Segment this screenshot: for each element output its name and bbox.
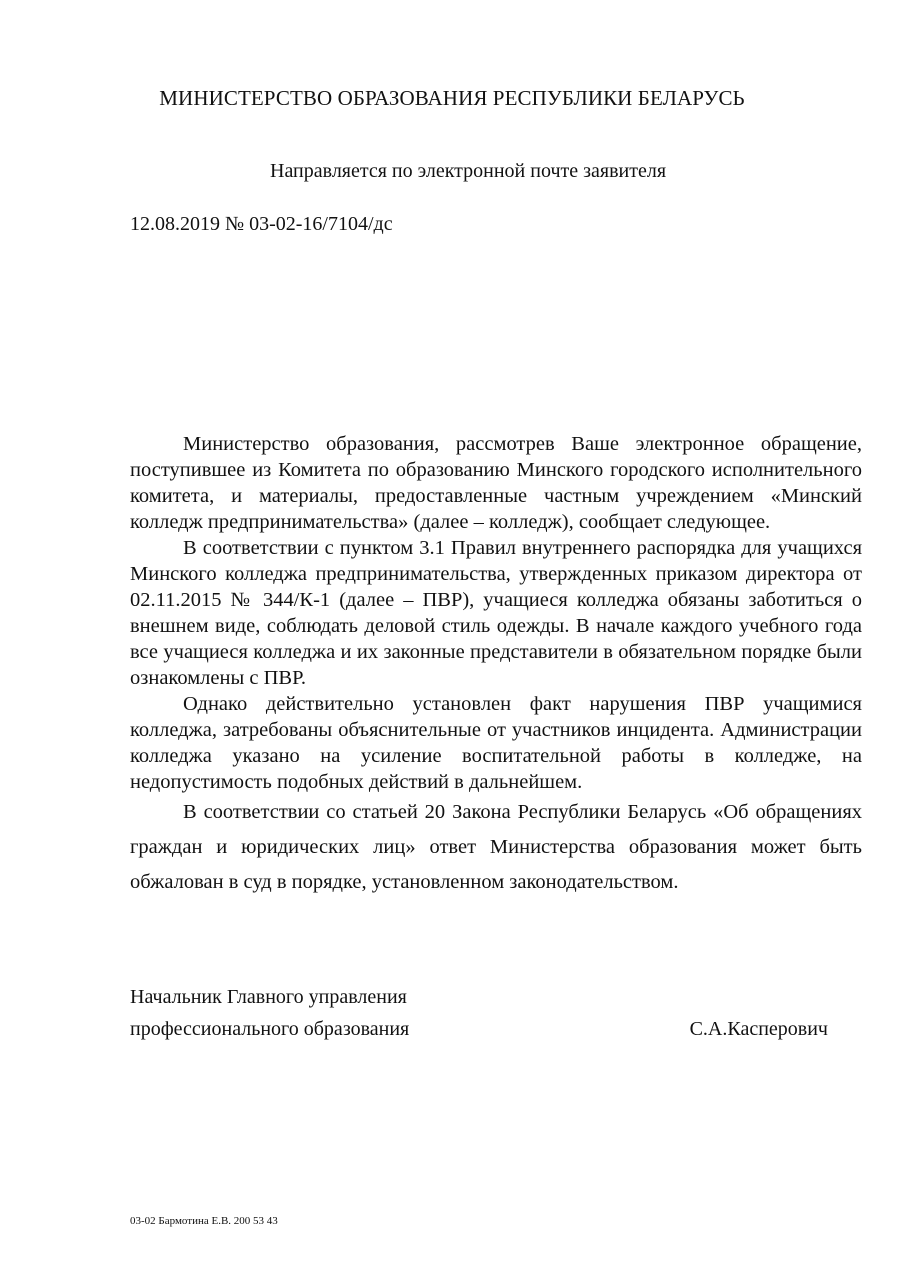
- signer-name: С.А.Касперович: [689, 1018, 828, 1040]
- paragraph-rules: В соответствии с пунктом 3.1 Правил внутреннего распорядка для учащихся Минского колледжа предпринимательства, утвержденных приказом директора от 02.11.2015 № 344/К-1 (далее – ПВР), учащиеся колледжа обязаны заботиться о внешнем виде, соблюдать деловой стиль одежды. В начале каждого учебного года все учащиеся колледжа и их законные представители в обязательном порядке были ознакомлены с ПВР.: [130, 537, 862, 689]
- letter-body: [130, 431, 862, 900]
- delivery-note: Направляется по электронной почте заявителя: [270, 160, 667, 182]
- registration-number: 12.08.2019 № 03-02-16/7104/дс: [130, 213, 393, 235]
- executor-footer: 03-02 Бармотина Е.В. 200 53 43: [130, 1215, 278, 1227]
- paragraph-appeal: В соответствии со статьей 20 Закона Республики Беларусь «Об обращениях граждан и юридических лиц» ответ Министерства образования может быть обжалован в суд в порядке, установленном законодательством.: [130, 801, 862, 893]
- signature-block: [130, 981, 830, 1045]
- signer-title-line2: профессионального образования: [130, 1018, 410, 1040]
- signer-title-line1: Начальник Главного управления: [130, 986, 407, 1008]
- ministry-header: МИНИСТЕРСТВО ОБРАЗОВАНИЯ РЕСПУБЛИКИ БЕЛАРУСЬ: [159, 86, 745, 110]
- paragraph-violation: Однако действительно установлен факт нарушения ПВР учащимися колледжа, затребованы объяснительные от участников инцидента. Администрации колледжа указано на усиление воспитательной работы в колледже, на недопустимость подобных действий в дальнейшем.: [130, 693, 862, 793]
- paragraph-intro: Министерство образования, рассмотрев Ваше электронное обращение, поступившее из Комитета по образованию Минского городского исполнительного комитета, и материалы, предоставленные частным учреждением «Минский колледж предпринимательства» (далее – колледж), сообщает следующее.: [130, 433, 862, 533]
